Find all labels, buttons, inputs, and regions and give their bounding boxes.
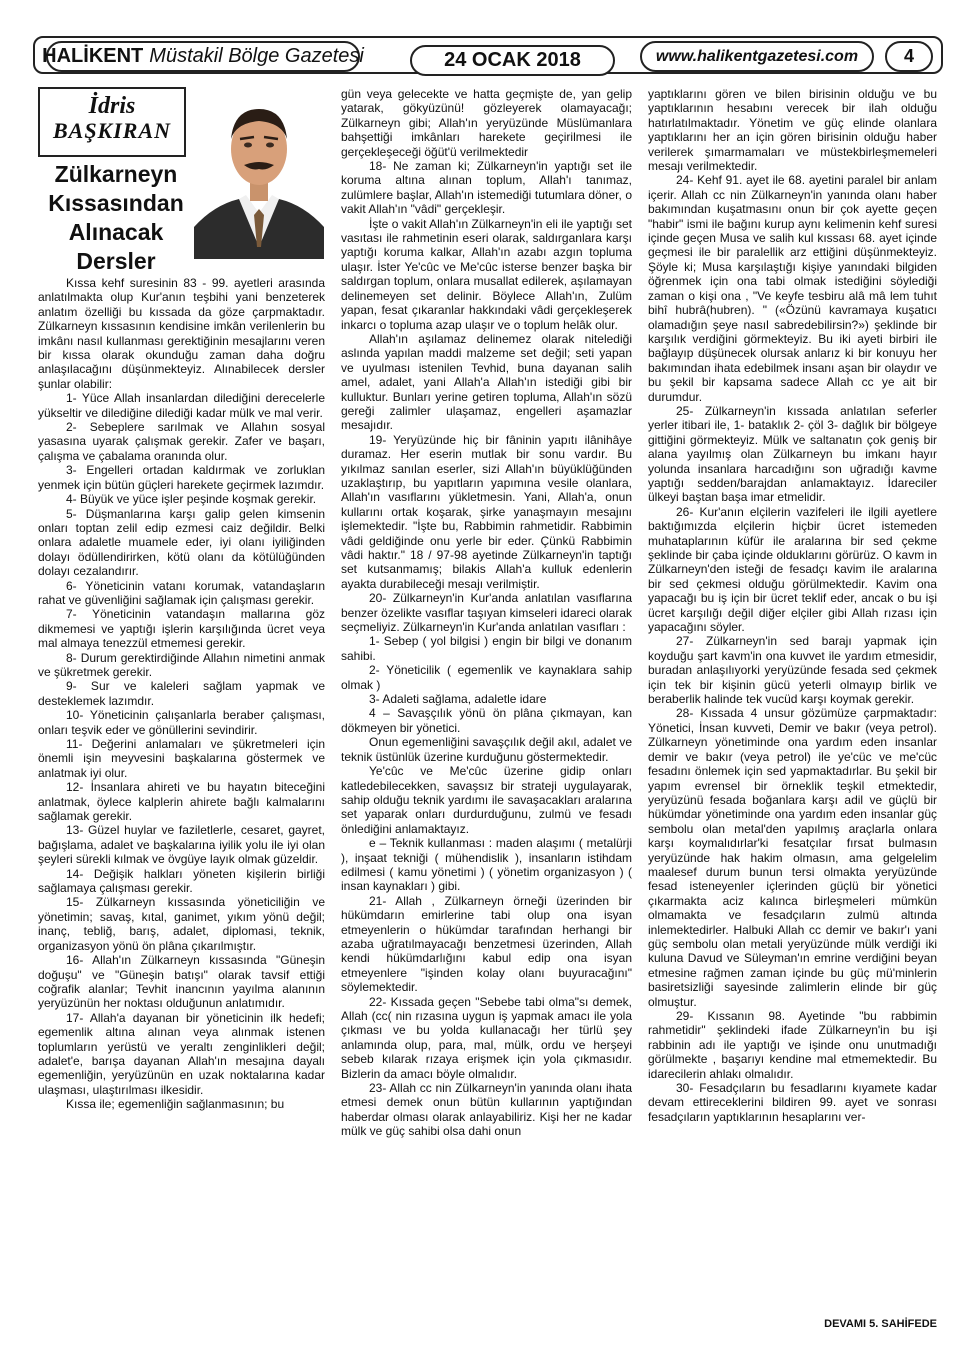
masthead (42, 41, 364, 72)
paper-name: HALİKENT (42, 45, 144, 67)
paragraph: 6- Yöneticinin vatanı korumak, vatandaşların rahat ve güvenliğini sağlamak için çalışması gerekir. (38, 578, 325, 607)
paragraph: 7- Yöneticinin vatandaşın mallarına göz dikmemesi ve yaptığı işlerin karşılığında ücret veya mal almaya tenezzül etmemesi gerekir. (38, 607, 325, 651)
paragraph: yaptıklarını gören ve bilen birisinin olduğu ve bu yaptıklarının hesabını verecek bir ilah olduğu hatırlatılmaktadır. Yönetim ve güç elinde olanlara yaptıklarını her an için gören birisinin olduğu haber verilerek şımarmamaları ve müstekbirleşmemeleri mesajı verilmektedir. (648, 87, 937, 174)
author-last-name: BAŞKIRAN (52, 118, 172, 143)
author-photo (194, 87, 324, 259)
paragraph: 26- Kur'anın elçilerin vazifeleri ile ilgili ayetlere baktığımızda elçilerin hiçbir ücret istemeden muhataplarının küfür ile aralarına bir sed çekme şeklinde bir çaba içinde olduklarını görürüz. O kavm in Zülkarneyn'den isteği de fesadçı kavim ile aralarına bir sed çekmesi olduğu görülmektedir. Kavim ona yapacağı bu iş için bir ücret teklif eder, ancak o bu işi ücret karşılığı değil diğer elçiler gibi Allah rızası için yapacağını söyler. (648, 504, 937, 635)
author-first-name: İdris (88, 93, 136, 119)
paragraph: 23- Allah cc nin Zülkarneyn'in yanında olanı ihata etmesi demek onun bütün kullarının yaptığından haberdar olması olarak anlayabiliriz. Kişi her ne kadar mülk ve güç sahibi olsa dahi onun (341, 1081, 632, 1139)
paragraph: 2- Yöneticilik ( egemenlik ve kaynaklara sahip olmak ) (341, 663, 632, 692)
paper-subtitle: Müstakil Bölge Gazetesi (149, 45, 364, 67)
paragraph: 9- Sur ve kaleleri sağlam yapmak ve desteklemek lazımdır. (38, 679, 325, 708)
paragraph: 30- Fesadçıların bu fesadlarını kıyamete kadar devam ettireceklerini bildiren 99. ayet ve sonrası fesadçıların yaptıklarının hesaplarını ver- (648, 1081, 937, 1124)
paragraph: 18- Ne zaman ki; Zülkarneyn'in yaptığı set ile koruma altına alınan toplum, Allah'ı tanımaz, zulümlere başlar, Allah'ın istemediği tutumlara döner, o vakit Allah'ın "vâdi" gerçekleşir. (341, 159, 632, 217)
paragraph: 3- Adaleti sağlama, adaletle idare (369, 692, 547, 707)
paragraph: 25- Zülkarneyn'in kıssada anlatılan seferler yerler itibari ile, 1- bataklık 2- çöl 3- dağlık bir bölgeye gittiğini görmekteyiz. Mülk ve saltanatın çok geniş bir alana yayılmış olan Zülkarneyn bu imkanı hayır yolunda insanlara harcadığını son uğradığı kavme yaptığı sedden/barajdan anlamaktayız. İdareciler ülkeyi baştan başa imar etmelidir. (648, 403, 937, 505)
paragraph: 8- Durum gerektirdiğinde Allahın nimetini anmak ve şükretmek gerekir. (38, 650, 325, 679)
paragraph: 14- Değişik halkları yöneten kişilerin birliği sağlamaya çalışması gerekir. (38, 866, 325, 896)
paragraph: 1- Yüce Allah insanlardan dilediğini derecelerle yükseltir ve dilediğine dilediği kadar mülk ve mal verir. (38, 391, 325, 420)
article-column-1 (38, 276, 325, 1112)
paragraph: 29- Kıssanın 98. Ayetinde "bu rabbimin rahmetidir" şeklindeki ifade Zülkarneyn'in bu işi rabbinin adı ile yaptığı ve işinde onu unutmadığı görülmekte , başarıyı kendine mal etmemektedir. Bu idarecilerin ahlakı olmalıdır. (648, 1009, 937, 1081)
paragraph: Onun egemenliğini savaşçılık değil akıl, adalet ve teknik üstünlük üzerine kurduğunu göstermektedir. (341, 735, 632, 764)
paragraph: İşte o vakit Allah'ın Zülkarneyn'in eli ile yaptığı set vasıtası ile rahmetinin eseri olarak, saldırganlara karşı yaptığı koruma kalkar, Allah'ın azabı azgın topluma ulaşır. İster Ye'cûc ve Me'cûc isterse benzer başka bir saldırgan toplum, onlara musallat edilerek, aşılamayan delinemeyen set delinir. Böylece Allah'ın, Zulüm yapan, fesat çıkaranlar hakkındaki vâdi gerçekleşerek inkarcı o topluma azap ulaşır ve o toplum helâk olur. (341, 216, 632, 332)
paragraph: 19- Yeryüzünde hiç bir fâninin yapıtı ilânihâye duramaz. Her eserin mutlak bir sonu vardır. Bu yıkılmaz sanılan eserler, sizi Allah'ın büyüklüğünden uzaklaştırıp, bu yapıtların yapımına vesile olanlara, Allah'ın vasıflarını yükletmesin. Yani, Allah'a, onun kullarını ortak koşarak, şirke yanaşmayın mesajını işlemektedir. "İşte bu, Rabbimin rahmetidir. Rabbimin vâdi geldiğinde onu yerle bir eder. Çünkü Rabbimin vâdi haktır." 18 / 97-98 ayetinde Zülkarneyn'in taptığı set kutsanmamış; bilakis Allah'a kulluk edenlerin ayakta durabileceği mesajı verilmiştir. (341, 432, 632, 591)
paragraph: 11- Değerini anlamaları ve şükretmeleri için önemli işin meyvesini başkalarına göstermek ve anlatmak iyi olur. (38, 737, 325, 780)
author-box (38, 87, 186, 157)
issue-date: 24 OCAK 2018 (410, 45, 615, 76)
paragraph: 21- Allah , Zülkarneyn örneği üzerinden bir hükümdarın emirlerine tabi olup ona isyan etmeyenlerin o hükümdar tarafından herhangi bir azaba uğratılmayacağı benzetmesi üzerinden, Allah kendi hükümdarlığını kabul edip ona isyan etmeyenlere "işinden kolay olanı buyuracağını" söylemektedir. (341, 893, 632, 995)
paragraph: 16- Allah'ın Zülkarneyn kıssasında "Güneşin doğuşu" ve "Güneşin batışı" olarak tavsif ettiği coğrafik alanlar; Tevhit inancının yayılma alanının yeryüzünün her noktası olduğunun anlatımıdır. (38, 953, 325, 1011)
article-column-2 (341, 87, 632, 1139)
paragraph: 15- Zülkarneyn kıssasında yöneticiliğin ve yönetimin; savaş, kıtal, ganimet, yıkım yönü değil; inanç, tebliğ, barış, adalet, diplomasi, teknik, organizasyon yönü ön plâna çıkarılmıştır. (38, 895, 325, 953)
paragraph: Ye'cûc ve Me'cûc üzerine gidip onları katledebilecekken, savaşsız bir strateji uygulayarak, sahip olduğu teknik yardımı ile savaşacakları aralarına set yaparak onları durdurduğunu, zulmü ve fesadı önlediğini anlamaktayız. (341, 764, 632, 836)
paragraph: 28- Kıssada 4 unsur gözümüze çarpmaktadır: Yönetici, İnsan kuvveti, Demir ve bakır (veya petrol). Zülkarneyn yönetiminde ona yardım eden insanlar demir ve bakır (veya petrol) ile ye'cüc ve me'cüc fesadını önlemek için sed yapmaktadırlar. Bu şekil bir yapım evrensel bir örneklik teşkil etmektedir, yeryüzünü fesada boğanlara karşı adil ve güçlü bir hükümdar yönetiminde ona yardım eden insanlar güç sembolu olan metal'den yapılmış araçlarla onlara karşı koymalıdırlar'ki fesatçılar fırsat bulmasın yeryüzünde hak hakim olmasın, ama gelgelelim maalesef durum bunun tersi olmakta yeryüzünde fesad isteneyenler içlerinden güçlü bir yönetici çıkarmakta aciz kalınca birleşmeleri mümkün olmamakta ve fesadçıların zulmü altında inlemektedirler. Halbuki Allah cc demir ve bakır'ı yani güç sembolu olan metali yeryüzünde mülk verdiği iki kuluna Davud ve Süleyman'ın emrine verdiğini beyan etmesine rağmen zaman içinde bu güç mü'minlerin basiretsizliği sayesinde zalimlerin elinde bir güç olmuştur. (648, 706, 937, 1009)
continued-note: DEVAMI 5. SAHİFEDE (824, 1318, 937, 1330)
paragraph: 20- Zülkarneyn'in Kur'anda anlatılan vasıflarına benzer özelikte vasıflar taşıyan kimseleri idareci olarak seçmeliyiz. Zülkarneyn'in Kur'anda anlatılan vasıfları : (341, 591, 632, 635)
paragraph: 3- Engelleri ortadan kaldırmak ve zorluklan yenmek için bütün güçleri harekete geçirmek lazımdır. (38, 463, 325, 492)
paragraph: Allah'ın aşılamaz delinemez olarak nitelediği aslında yapılan maddi malzeme set değil; seti yapan ve uyulması istenilen Tevhid, buna dayanan salih amel, adalet, yani Allah'a Allah'ın istediği gibi bir kulluktur. Bunları yerine getiren topluma, Allah'ın sözü gereği zalimler ulaşamaz, engelleri aşamazlar mesajıdır. (341, 331, 632, 433)
paragraph: 1- Sebep ( yol bilgisi ) engin bir bilgi ve donanım sahibi. (341, 634, 632, 663)
paragraph: Kıssa kehf suresinin 83 - 99. ayetleri arasında anlatılmakta olup Kur'anın teşbihi yani benzeterek anlatım özelliği bu kıssada da göze çarpmaktadır. Zülkarneyn kıssasının kendisine imkân verilenlerin bu imkânı nasıl kullanması gerektiğinin mesajlarını veren bir kıssa olarak okunduğu zaman daha doğru anlaşılacağını düşünmekteyiz. Alınabilecek dersler şunlar olabilir: (38, 276, 325, 391)
website-link[interactable]: www.halikentgazetesi.com (640, 41, 874, 72)
paragraph: 24- Kehf 91. ayet ile 68. ayetini paralel bir anlam içerir. Allah cc nin Zülkarneyn'in yanında olanı haber bakımından kuşatmasını onun bir çok ayette geçen "habir" ismi ile bağını kurup aynı kelimenin kehf suresi içinde geçen Musa ve salih kul kıssası 68. ayet içinde geçmesi ile bir paralellik arz ettiğini düşünmekteyiz. Şöyle ki; Musa karşılaştığı kişiye yanındaki bilgiden öğrenmek için ona tabi olmak istediğini söylediği zaman o kişi ona , "Ve keyfe tesbiru alâ mâ lem tuhıt bihî hubrâ(hubren). " («Özünü kavramaya kuşatıcı olamadığın şeye nasıl sabredebilirsin?») şeklinde bir karşılık verdiğini görmekteyiz. Bu iki ayeti birbiri ile bağlayıp düşünecek olursak anlarız ki bir konuyu her bakımından ihata edebilmek insanı aşan bir olaydır ve bu şekil bir kapsama sadece Allah cc ye ait bir durumdur. (648, 173, 937, 404)
paragraph: 10- Yöneticinin çalışanlarla beraber çalışması, onları teşvik eder ve gönüllerini sevindirir. (38, 708, 325, 737)
page-number: 4 (885, 41, 933, 72)
paragraph: 13- Güzel huylar ve faziletlerle, cesaret, gayret, bağışlama, adalet ve başkalarına iyilik yolu ile iyi olan şeyleri sürekli kılmak ve övgüye layık olmak güzeldir. (38, 823, 325, 867)
author-portrait-icon (194, 87, 324, 259)
paragraph: 4- Büyük ve yüce işler peşinde koşmak gerekir. (66, 492, 317, 507)
paragraph: 17- Allah'a dayanan bir yöneticinin ilk hedefi; egemenlik altına alınan veya alınmak istenen toplumların yerüstü ve yeraltı zenginlikleri değil; adalet'e, barışa dayanan Allah'ın mesajına dayalı egemenliğin, yeryüzünün en uzak noktalarına kadar ulaşması, ulaştırılması ilkesidir. (38, 1010, 325, 1097)
paragraph: Kıssa ile; egemenliğin sağlanmasının; bu (66, 1097, 285, 1112)
article-title: Zülkarneyn Kıssasından Alınacak Dersler (48, 161, 184, 274)
paragraph: 2- Sebeplere sarılmak ve Allahın sosyal yasasına uyarak çalışmak gerekir. Zafer ve başarı, çalışma ve çabalama oranında olur. (38, 420, 325, 463)
paragraph: gün veya gelecekte ve hatta geçmişte de, yan gelip yatarak, gökyüzünü! gözleyerek olamayacağı; Zülkarneyn gibi; Allah'ın yeryüzünde Müslümanlara bahşettiği imkânları harekete geçirilmesi ile gerçekleşeceği öğüt'ü verilmektedir (341, 87, 632, 159)
paragraph: e – Teknik kullanması : maden alaşımı ( metalürji ), inşaat tekniği ( mühendislik ), insanların istihdam edilmesi ( kamu yönetimi ) ( yönetim organizasyon ) ( insan kaynakları ) gibi. (341, 836, 632, 894)
article-column-3 (648, 87, 937, 1124)
paragraph: 27- Zülkarneyn'in sed barajı yapmak için koyduğu şart kavm'in ona kuvvet ile yardım etmesidir, buradan anlaşılıyorki yeryüzünde fesada sed çekmek için tek bir kişinin gücü yeterli olmayıp birlik ve beraberlik halinde tek vucüd karşı koymak gerekir. (648, 634, 937, 707)
paragraph: 5- Düşmanlarına karşı galip gelen kimsenin onları toptan zelil edip ezmesi caiz değildir. Belki onlara adaletle muamele eder, iyi olanı iyiliğinden dolayı ödüllendirirken, kötü olanı da kötülüğünden dolayı cezalandırır. (38, 506, 325, 579)
paragraph: 22- Kıssada geçen "Sebebe tabi olma"sı demek, Allah (cc( nin rızasına uygun iş yapmak amacı ile yola çıkması ve bu yolda kullanacağı her türlü şey anlamında olup, para, mal, mülk, ordu ve herşeyi sebeb kılarak rızaya erişmek için yola çıkmasıdır. Bizlerin da amacı böyle olmalıdır. (341, 994, 632, 1081)
paragraph: 4 – Savaşçılık yönü ön plâna çıkmayan, kan dökmeyen bir yönetici. (341, 706, 632, 735)
paragraph: 12- İnsanlara ahireti ve bu hayatın biteceğini anlatmak, öylece kalplerin ahirete bağlı kalmalarını sağlamak gerekir. (38, 780, 325, 824)
